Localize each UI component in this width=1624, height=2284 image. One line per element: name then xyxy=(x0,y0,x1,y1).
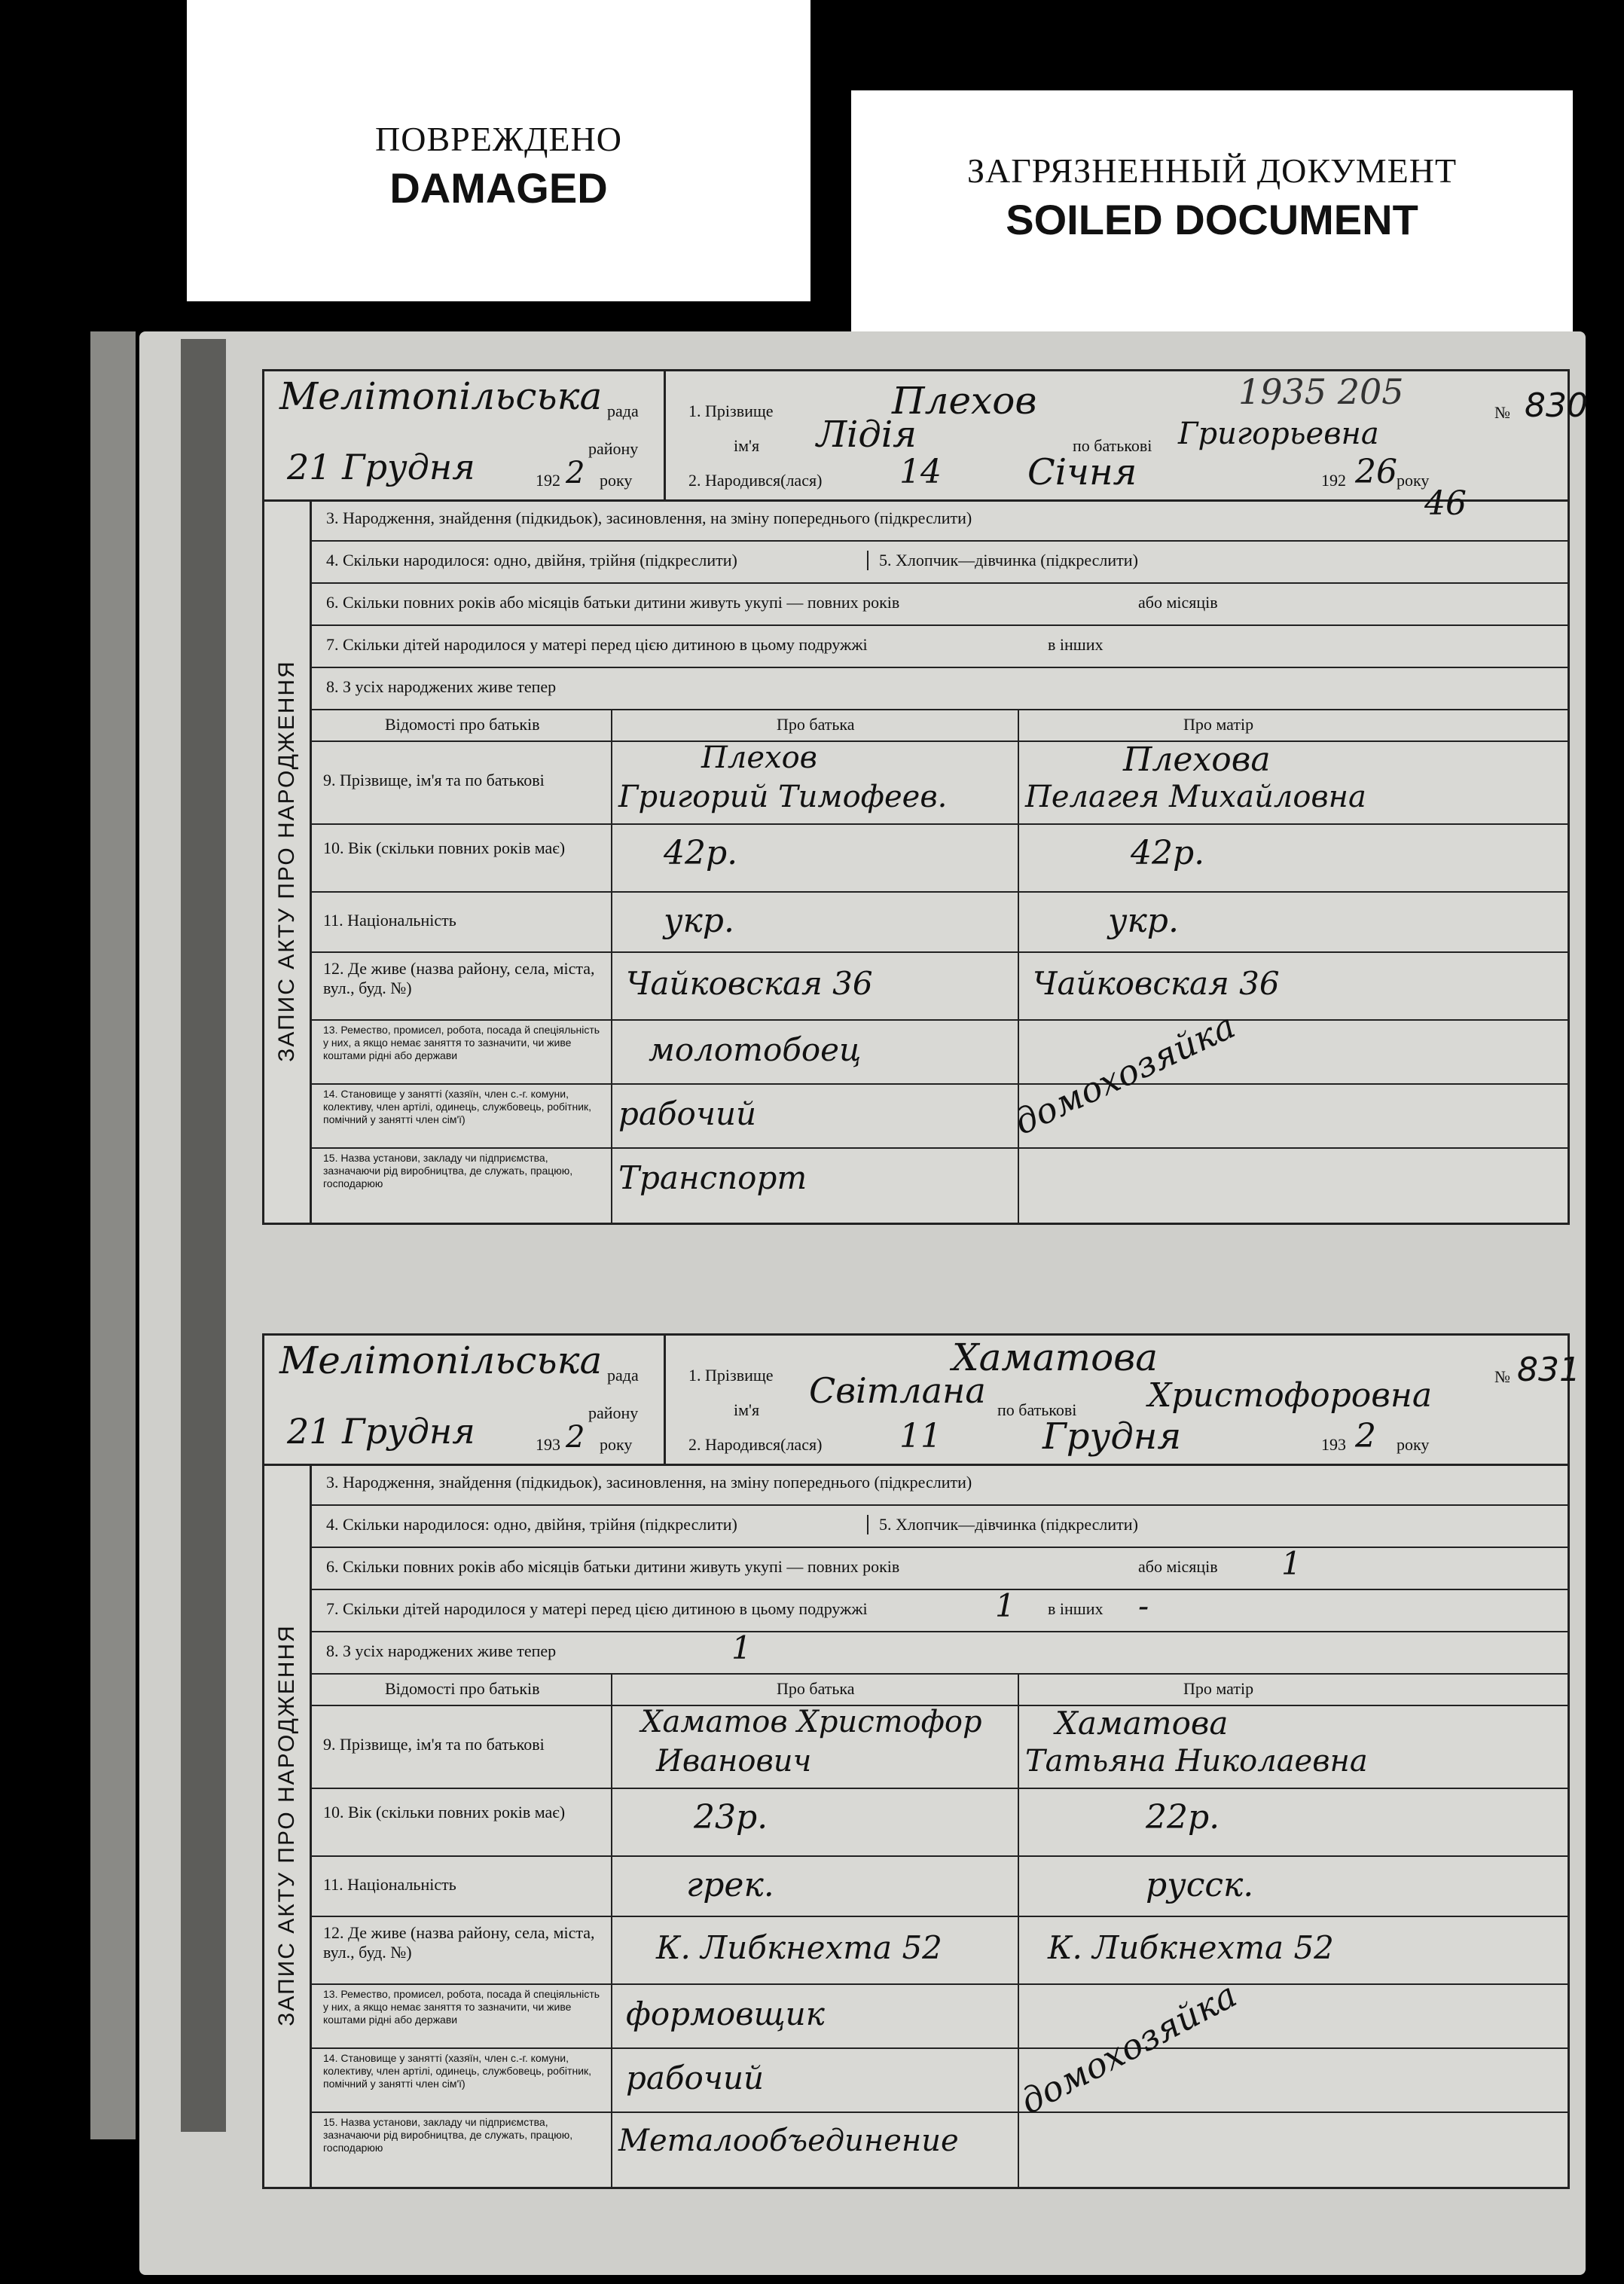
council-name: Мелітопільська xyxy=(279,374,603,418)
q5-text: 5. Хлопчик—дівчинка (підкреслити) xyxy=(867,1515,1138,1534)
father-trade: формовщик xyxy=(626,1995,825,2032)
roku-label: року xyxy=(600,1435,633,1454)
registration-year: 2 xyxy=(566,456,585,490)
surname-label: 1. Прізвище xyxy=(688,1366,774,1385)
r15-label: 15. Назва установи, закладу чи підприємства, зазначаючи рід виробництва, де служать, працюю, господарюю xyxy=(323,1152,573,1189)
years-together: 1 xyxy=(1281,1545,1302,1582)
q4-row xyxy=(310,542,1568,584)
father-address: Чайковская 36 xyxy=(626,965,873,1002)
side-title: ЗАПИС АКТУ ПРО НАРОДЖЕННЯ xyxy=(274,660,299,1062)
father-trade: молотобоец xyxy=(649,1031,862,1068)
q6b-text: або місяців xyxy=(1138,1557,1218,1576)
mother-nationality: укр. xyxy=(1108,902,1179,940)
row-13 xyxy=(310,1983,1568,2049)
mother-age: 42р. xyxy=(1131,834,1205,872)
born-month: Грудня xyxy=(1042,1415,1182,1458)
row-14 xyxy=(310,1083,1568,1149)
q7-text: 7. Скільки дітей народилося у матері перед цією дитиною в цьому подружжі xyxy=(326,635,868,654)
father-age: 23р. xyxy=(694,1798,768,1837)
q3-row xyxy=(310,1464,1568,1506)
q3-text: 3. Народження, знайдення (підкидьок), засиновлення, на зміну попереднього (підкреслити) xyxy=(326,1473,972,1492)
q4-text: 4. Скільки народилося: одно, двійня, трійня (підкреслити) xyxy=(326,1515,737,1534)
side-title: ЗАПИС АКТУ ПРО НАРОДЖЕННЯ xyxy=(274,1624,299,2026)
living-now: 1 xyxy=(731,1629,752,1666)
q7b-text: в інших xyxy=(1048,635,1104,654)
q7b-text: в інших xyxy=(1048,1599,1104,1618)
patronymic-label: по батькові xyxy=(1073,436,1152,455)
parents-table xyxy=(310,710,1568,1223)
r15-label: 15. Назва установи, закладу чи підприємства, зазначаючи рід виробництва, де служать, працюю, господарюю xyxy=(323,2116,573,2154)
rada-label: рада xyxy=(607,402,639,420)
side-title-block xyxy=(264,499,312,1223)
born-year-prefix: 193 xyxy=(1321,1435,1346,1454)
child-block xyxy=(666,371,1588,499)
born-day: 11 xyxy=(899,1417,942,1455)
raion-label: району xyxy=(588,1403,639,1422)
row-11 xyxy=(310,891,1568,953)
surname-label: 1. Прізвище xyxy=(688,402,774,420)
q7-row xyxy=(310,1587,1568,1632)
th-mother: Про матір xyxy=(1183,1679,1254,1698)
r12-label: 12. Де живе (назва району, села, міста, вул., буд. №) xyxy=(323,959,595,997)
q6-row xyxy=(310,584,1568,626)
born-day: 14 xyxy=(899,453,942,491)
child-patronymic: Христофоровна xyxy=(1148,1376,1433,1415)
q6-row xyxy=(310,1545,1568,1590)
q3-row xyxy=(310,499,1568,542)
children-other: - xyxy=(1138,1587,1149,1624)
birth-record-2 xyxy=(262,1333,1580,2189)
side-mark: 46 xyxy=(1424,484,1467,523)
father-nationality: укр. xyxy=(664,902,734,940)
registration-year: 2 xyxy=(566,1420,585,1455)
binding-edge xyxy=(90,331,136,2139)
record-number: 831 xyxy=(1517,1351,1580,1389)
r11-label: 11. Національність xyxy=(323,911,456,930)
side-title-block xyxy=(264,1464,312,2187)
soiled-label xyxy=(851,90,1573,347)
record-header xyxy=(264,371,1588,502)
mother-address: К. Либкнехта 52 xyxy=(1048,1929,1334,1966)
record-number: 830 xyxy=(1525,386,1588,425)
row-13 xyxy=(310,1019,1568,1085)
q6b-text: або місяців xyxy=(1138,593,1218,612)
father-age: 42р. xyxy=(664,834,738,872)
q7-row xyxy=(310,626,1568,668)
r14-label: 14. Становище у занятті (хазяїн, член с.-г. комуни, колективу, член артілі, одинець, службовець, робітник, помічний у занятті член сім'ї) xyxy=(323,2052,592,2090)
mother-workplace: домохозяйка xyxy=(1008,1005,1241,1143)
father-address: К. Либкнехта 52 xyxy=(656,1929,942,1966)
children-before: 1 xyxy=(995,1587,1015,1624)
born-year: 2 xyxy=(1355,1417,1376,1455)
q8-row xyxy=(310,668,1568,710)
record-header xyxy=(264,1336,1580,1466)
soiled-en: SOILED DOCUMENT xyxy=(1006,196,1418,243)
birth-record-1 xyxy=(262,369,1588,1225)
father-name-line1: Хаматов Христофор xyxy=(641,1705,982,1739)
father-name-line2: Иванович xyxy=(656,1744,812,1779)
born-month: Січня xyxy=(1027,451,1137,493)
q7-text: 7. Скільки дітей народилося у матері перед цією дитиною в цьому подружжі xyxy=(326,1599,868,1618)
row-11 xyxy=(310,1855,1568,1917)
born-label: 2. Народився(лася) xyxy=(688,471,823,490)
r11-label: 11. Національність xyxy=(323,1875,456,1894)
q6-text: 6. Скільки повних років або місяців батьки дитини живуть укупі — повних років xyxy=(326,593,900,612)
row-12 xyxy=(310,951,1568,1021)
row-10 xyxy=(310,823,1568,893)
r9-label: 9. Прізвище, ім'я та по батькові xyxy=(323,1735,545,1754)
rada-label: рада xyxy=(607,1366,639,1385)
mother-address: Чайковская 36 xyxy=(1033,965,1280,1002)
r9-label: 9. Прізвище, ім'я та по батькові xyxy=(323,771,545,789)
name-label: ім'я xyxy=(734,1400,760,1419)
q3-text: 3. Народження, знайдення (підкидьок), засиновлення, на зміну попереднього (підкреслити) xyxy=(326,508,972,527)
mother-name-line1: Хаматова xyxy=(1055,1705,1229,1742)
child-surname: Плехов xyxy=(892,379,1037,423)
r13-label: 13. Ремество, промисел, робота, посада й спеціяльність у них, а якщо немає заняття то зазначити, чи живе коштами рідні або держави xyxy=(323,1024,600,1061)
r10-label: 10. Вік (скільки повних років має) xyxy=(323,838,566,857)
damaged-label xyxy=(187,0,810,301)
th-info: Відомості про батьків xyxy=(385,715,540,734)
born-year-prefix: 192 xyxy=(1321,471,1346,490)
q8-row xyxy=(310,1629,1568,1675)
registration-date: 21 Грудня xyxy=(287,1411,475,1452)
row-10 xyxy=(310,1788,1568,1857)
mother-age: 22р. xyxy=(1146,1798,1220,1837)
born-year: 26 xyxy=(1355,453,1397,491)
table-header xyxy=(310,710,1568,742)
father-status: рабочий xyxy=(626,2060,765,2096)
number-label: № xyxy=(1494,1367,1510,1386)
row-9 xyxy=(310,740,1568,825)
th-father: Про батька xyxy=(777,715,855,734)
r13-label: 13. Ремество, промисел, робота, посада й спеціяльність у них, а якщо немає заняття то зазначити, чи живе коштами рідні або держави xyxy=(323,1988,600,2026)
q5-text: 5. Хлопчик—дівчинка (підкреслити) xyxy=(867,551,1138,570)
child-name: Світлана xyxy=(809,1370,986,1411)
damaged-en: DAMAGED xyxy=(389,164,608,212)
row-14 xyxy=(310,2047,1568,2113)
q6-text: 6. Скільки повних років або місяців батьки дитини живуть укупі — повних років xyxy=(326,1557,900,1576)
born-roku-label: року xyxy=(1397,471,1430,490)
r10-label: 10. Вік (скільки повних років має) xyxy=(323,1803,566,1821)
parents-table xyxy=(310,1675,1568,2187)
council-name: Мелітопільська xyxy=(279,1339,603,1382)
number-label: № xyxy=(1494,403,1510,422)
council-block xyxy=(264,1336,666,1464)
mother-surname: Плехова xyxy=(1123,740,1271,779)
corner-mark: 1935 205 xyxy=(1238,371,1404,412)
council-block xyxy=(264,371,666,499)
raion-label: району xyxy=(588,439,639,458)
father-name: Григорий Тимофеев. xyxy=(618,780,948,814)
child-patronymic: Григорьевна xyxy=(1178,417,1379,451)
child-surname: Хаматова xyxy=(952,1336,1158,1379)
row-9 xyxy=(310,1705,1568,1789)
q4-row xyxy=(310,1506,1568,1548)
th-mother: Про матір xyxy=(1183,715,1254,734)
father-status: рабочий xyxy=(618,1095,757,1132)
father-nationality: грек. xyxy=(686,1866,774,1904)
mother-nationality: русск. xyxy=(1146,1866,1254,1904)
born-roku-label: року xyxy=(1397,1435,1430,1454)
born-label: 2. Народився(лася) xyxy=(688,1435,823,1454)
r14-label: 14. Становище у занятті (хазяїн, член с.-г. комуни, колективу, член артілі, одинець, службовець, робітник, помічний у занятті член сім'ї) xyxy=(323,1088,592,1125)
th-info: Відомості про батьків xyxy=(385,1679,540,1698)
father-workplace: Металообъединение xyxy=(618,2124,959,2158)
damaged-ru: ПОВРЕЖДЕНО xyxy=(375,120,622,158)
row-12 xyxy=(310,1916,1568,1985)
th-father: Про батька xyxy=(777,1679,855,1698)
year-prefix: 192 xyxy=(536,471,560,490)
child-name: Лідія xyxy=(817,414,917,456)
mother-name: Пелагея Михайловна xyxy=(1025,780,1366,814)
year-prefix: 193 xyxy=(536,1435,560,1454)
soiled-ru: ЗАГРЯЗНЕННЫЙ ДОКУМЕНТ xyxy=(966,151,1458,190)
patronymic-label: по батькові xyxy=(997,1400,1077,1419)
father-workplace: Транспорт xyxy=(618,1159,807,1196)
child-block xyxy=(666,1336,1580,1464)
table-header xyxy=(310,1675,1568,1706)
roku-label: року xyxy=(600,471,633,490)
q8-text: 8. З усіх народжених живе тепер xyxy=(326,1641,557,1660)
binding-strip xyxy=(181,339,226,2132)
father-surname: Плехов xyxy=(701,740,817,775)
mother-name-line2: Татьяна Николаевна xyxy=(1025,1744,1368,1779)
q4-text: 4. Скільки народилося: одно, двійня, трійня (підкреслити) xyxy=(326,551,737,569)
q8-text: 8. З усіх народжених живе тепер xyxy=(326,677,557,696)
mother-workplace: домохозяйка xyxy=(1013,1974,1244,2122)
registration-date: 21 Грудня xyxy=(287,447,475,487)
r12-label: 12. Де живе (назва району, села, міста, вул., буд. №) xyxy=(323,1923,595,1962)
name-label: ім'я xyxy=(734,436,760,455)
